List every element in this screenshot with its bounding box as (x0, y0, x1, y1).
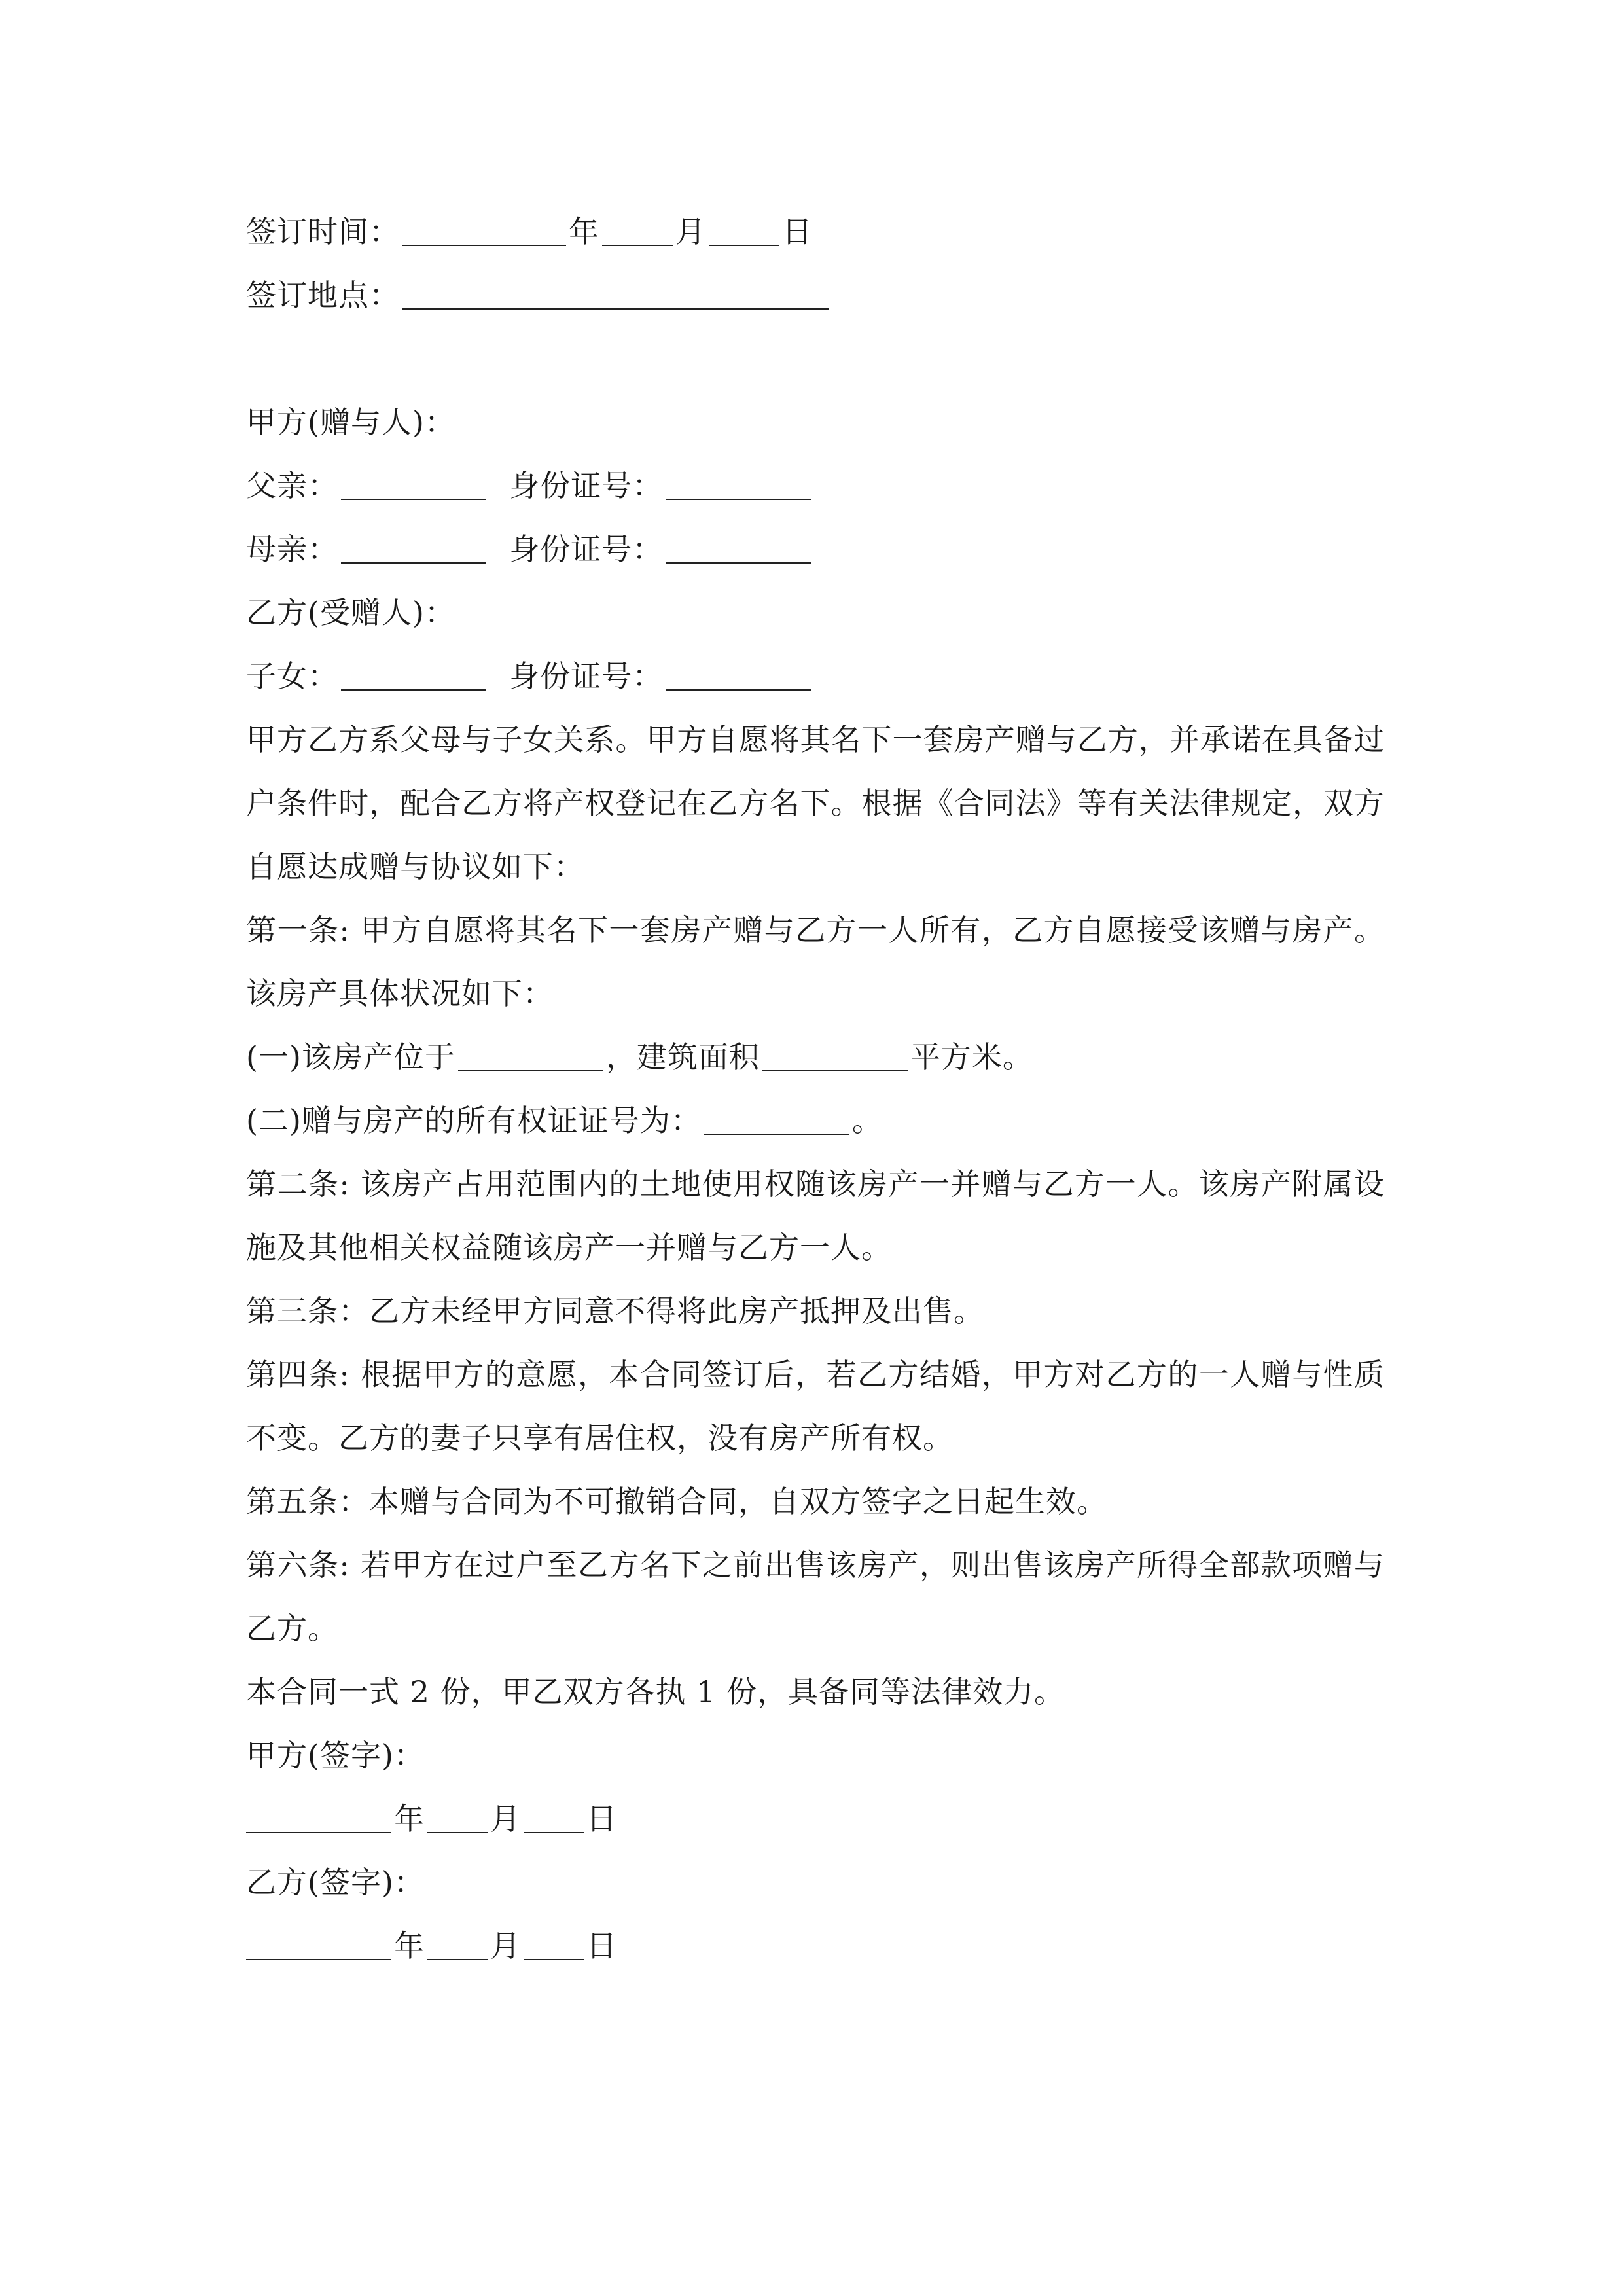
copies-clause: 本合同一式 2 份，甲乙双方各执 1 份，具备同等法律效力。 (246, 1674, 1065, 1710)
party-b-title: 乙方(受赠人)： (246, 595, 455, 630)
contract-body (246, 200, 1385, 1978)
article-1: 第一条: 甲方自愿将其名下一套房产赠与乙方一人所有，乙方自愿接受该赠与房产。该房产具体状况如下： (246, 912, 1385, 1011)
sign-day-blank (709, 215, 779, 246)
intro-paragraph: 甲方乙方系父母与子女关系。甲方自愿将其名下一套房产赠与乙方，并承诺在具备过户条件时，配合乙方将产权登记在乙方名下。根据《合同法》等有关法律规定，双方自愿达成赠与协议如下： (246, 722, 1385, 884)
section-spacer (246, 327, 1385, 391)
floor-area-blank (762, 1040, 908, 1071)
party-a-title: 甲方(赠与人)： (246, 404, 455, 440)
mother-line (246, 518, 1385, 581)
party-a-month-label: 月 (490, 1801, 521, 1837)
article-1-item-2 (246, 1089, 1385, 1153)
certificate-number-blank (704, 1103, 849, 1135)
sign-time-line (246, 200, 1385, 264)
item1-mid: ，建筑面积 (605, 1039, 760, 1075)
sign-place-line (246, 264, 1385, 327)
child-line (246, 645, 1385, 708)
article-6: 第六条: 若甲方在过户至乙方名下之前出售该房产，则出售该房产所得全部款项赠与乙方。 (246, 1547, 1385, 1646)
mother-label: 母亲： (246, 531, 338, 567)
party-a-signature-label: 甲方(签字)： (246, 1738, 425, 1773)
item2-prefix: (二)赠与房产的所有权证证号为： (246, 1103, 702, 1138)
mother-id-blank (666, 532, 811, 564)
child-id-blank (666, 659, 811, 691)
child-label: 子女： (246, 658, 338, 694)
mother-name-blank (341, 532, 486, 564)
item2-suffix: 。 (851, 1103, 883, 1138)
article-3: 第三条：乙方未经甲方同意不得将此房产抵押及出售。 (246, 1293, 984, 1329)
article-2: 第二条: 该房产占用范围内的土地使用权随该房产一并赠与乙方一人。该房产附属设施及其他相关权益随该房产一并赠与乙方一人。 (246, 1166, 1385, 1265)
party-a-day-blank (524, 1802, 584, 1833)
party-a-year-label: 年 (394, 1801, 425, 1837)
father-label: 父亲： (246, 468, 338, 503)
sign-place-label: 签订地点： (246, 278, 400, 313)
party-a-month-blank (427, 1802, 488, 1833)
mother-id-label: 身份证号： (509, 531, 664, 567)
item1-prefix: (一)该房产位于 (246, 1039, 455, 1075)
item1-suffix: 平方米。 (910, 1039, 1033, 1075)
sign-time-label: 签订时间： (246, 214, 400, 249)
sign-year-blank (402, 215, 566, 246)
party-b-month-blank (427, 1929, 488, 1960)
day-label: 日 (782, 214, 813, 249)
party-b-day-label: 日 (586, 1928, 617, 1964)
father-id-blank (666, 469, 811, 500)
year-label: 年 (569, 214, 599, 249)
father-line (246, 454, 1385, 518)
child-id-label: 身份证号： (509, 658, 664, 694)
party-b-day-blank (524, 1929, 584, 1960)
sign-place-blank (402, 278, 829, 310)
property-location-blank (458, 1040, 603, 1071)
party-b-year-blank (246, 1929, 391, 1960)
party-a-day-label: 日 (586, 1801, 617, 1837)
article-1-item-1 (246, 1026, 1385, 1089)
party-b-month-label: 月 (490, 1928, 521, 1964)
article-5: 第五条：本赠与合同为不可撤销合同，自双方签字之日起生效。 (246, 1484, 1107, 1519)
month-label: 月 (675, 214, 706, 249)
party-b-date-line (246, 1914, 1385, 1978)
party-b-signature-label: 乙方(签字)： (246, 1865, 425, 1900)
child-name-blank (341, 659, 486, 691)
party-b-year-label: 年 (394, 1928, 425, 1964)
party-a-year-blank (246, 1802, 391, 1833)
party-a-date-line (246, 1787, 1385, 1851)
father-name-blank (341, 469, 486, 500)
article-4: 第四条: 根据甲方的意愿，本合同签订后，若乙方结婚，甲方对乙方的一人赠与性质不变。乙方的妻子只享有居住权，没有房产所有权。 (246, 1357, 1385, 1456)
sign-month-blank (602, 215, 673, 246)
father-id-label: 身份证号： (509, 468, 664, 503)
